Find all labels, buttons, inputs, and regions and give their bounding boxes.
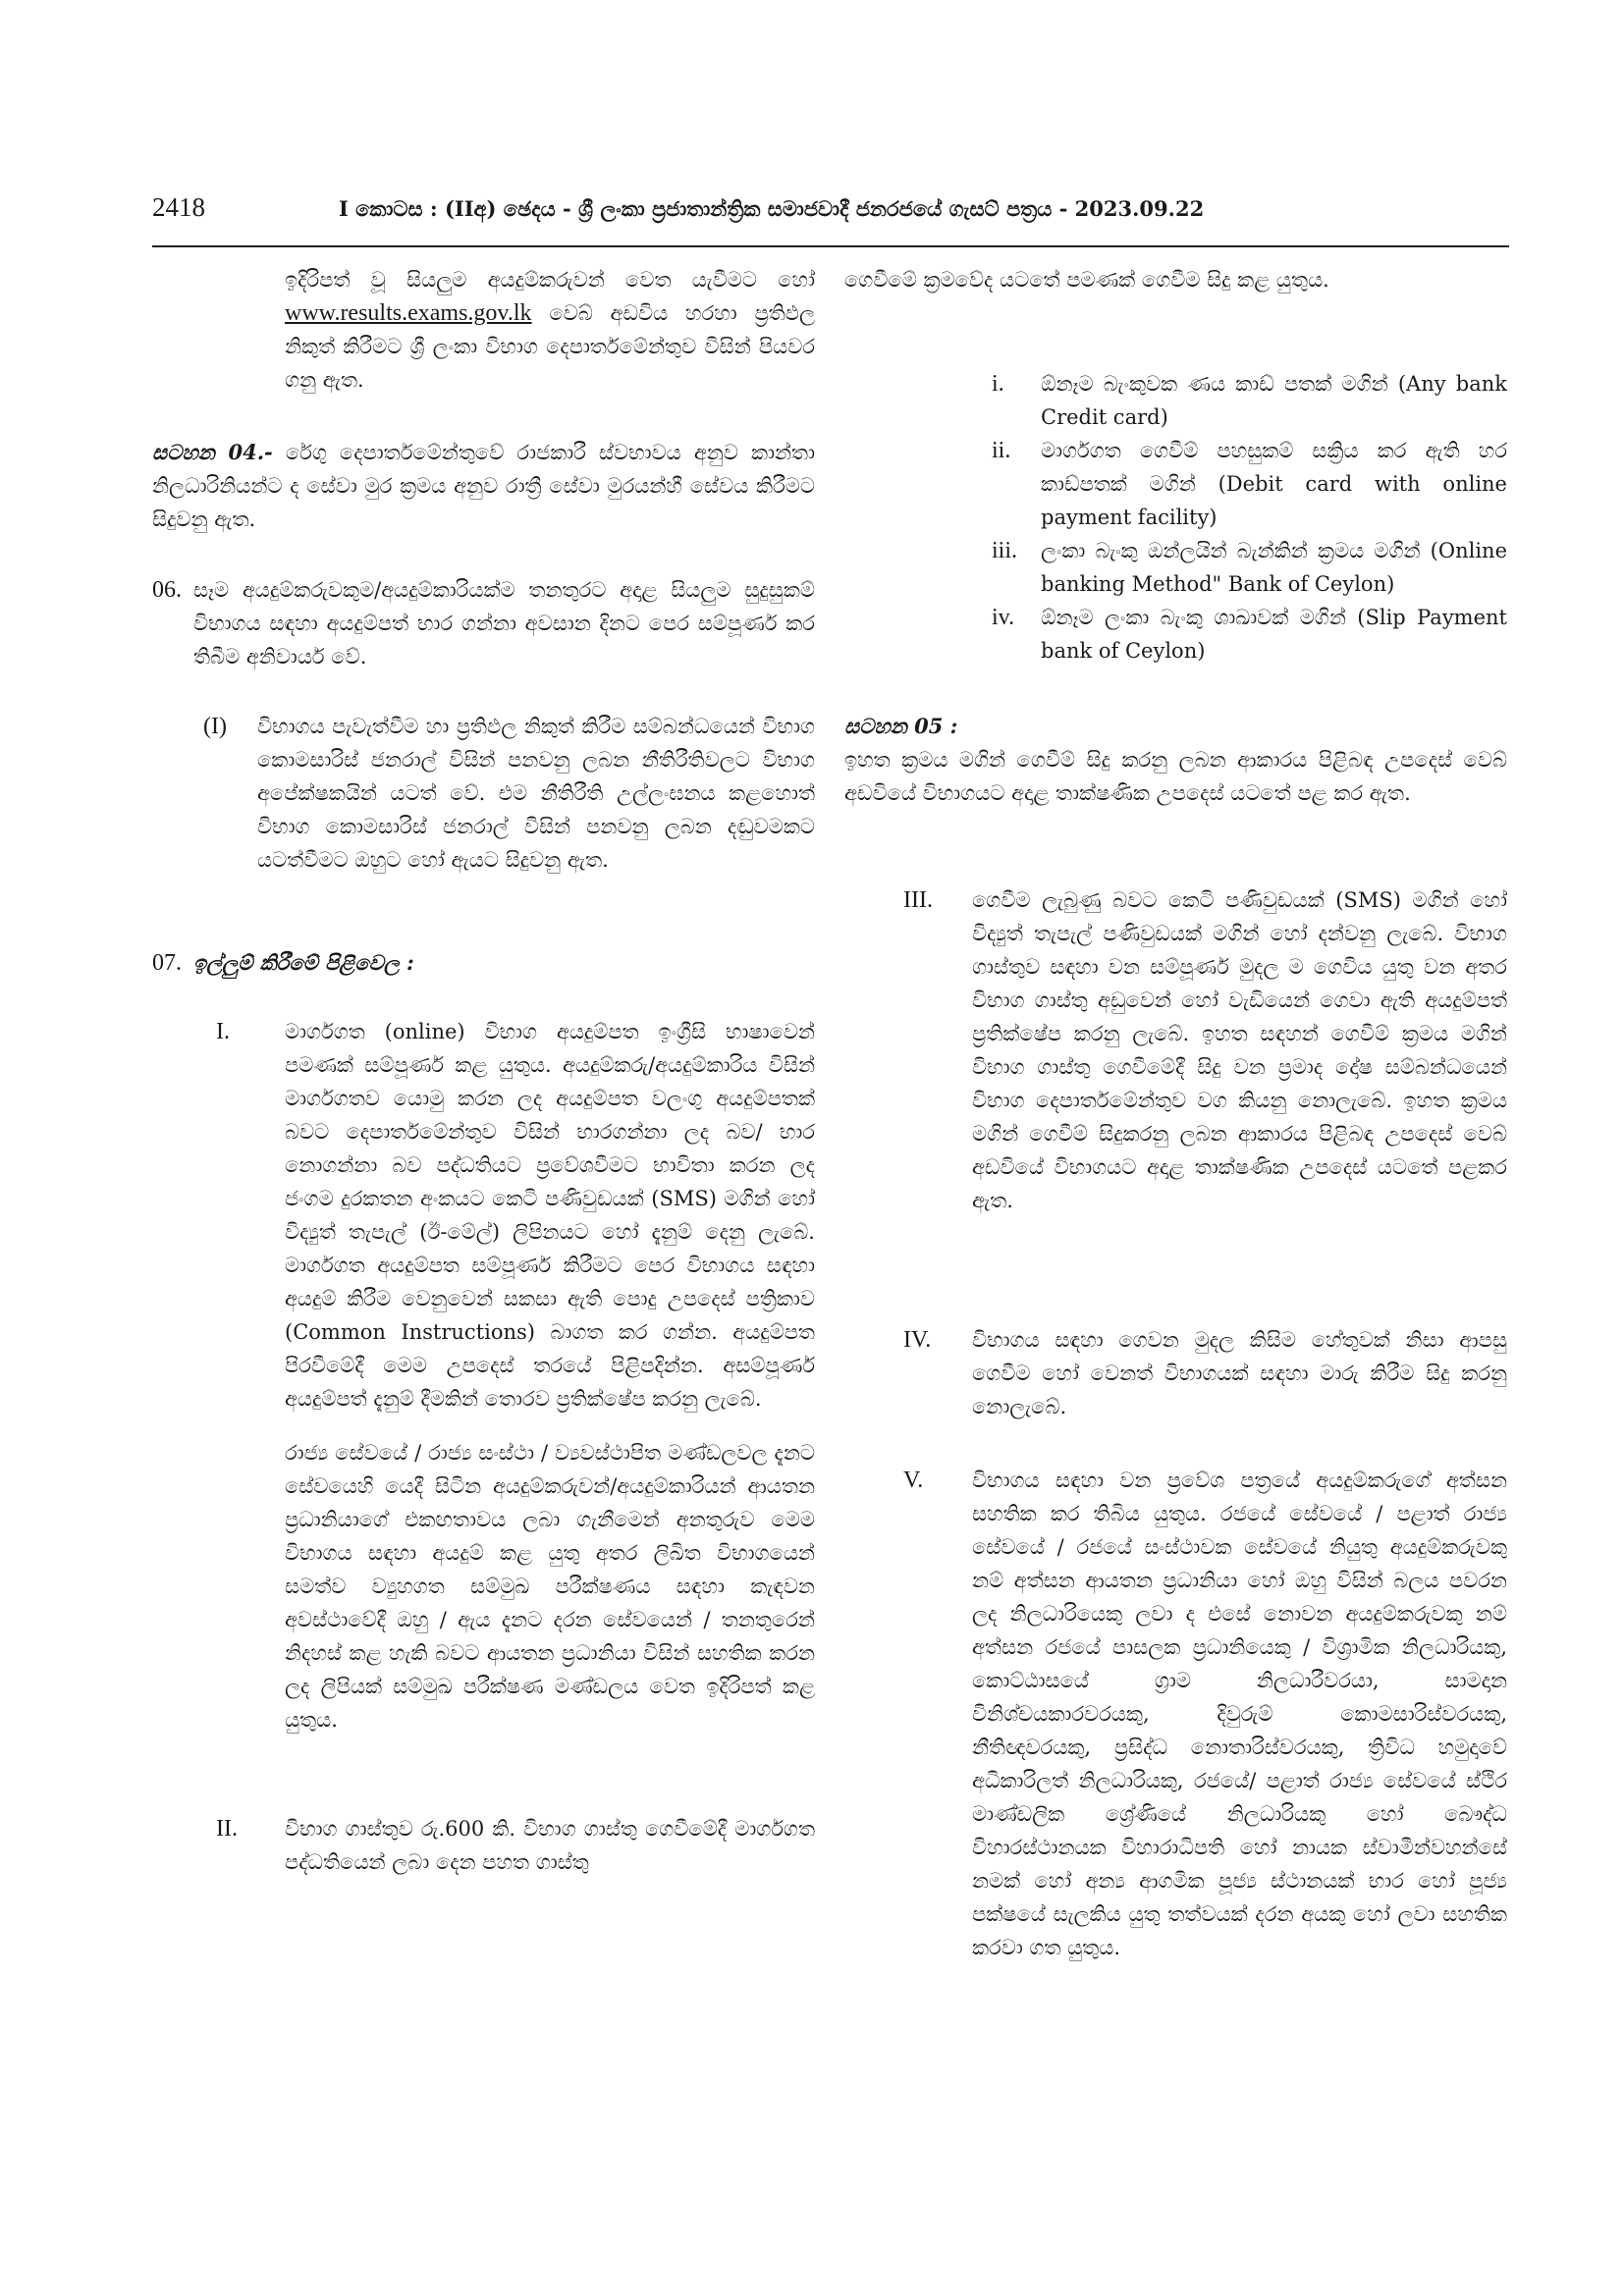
note-05-text: ඉහත ක්‍රමය මගින් ගෙවීම් සිදු කරනු ලබන ආකාරය පිළිබඳ උපදෙස් වෙබ් අඩවියේ විභාගයට අදාළ තාක්ෂණික උපදෙස් යටතේ පළ කර ඇත. (844, 748, 1507, 805)
pay-item-online-banking: ලංකා බැංකු ඔන්ලයින් බැන්කින් ක්‍රමය මගින් (Online banking Method" Bank of Ceylon) (1041, 539, 1507, 596)
results-link[interactable]: www.results.exams.gov.lk (285, 300, 532, 326)
section-07-II-number: II. (216, 1816, 238, 1842)
note-04 (152, 436, 815, 536)
section-07-II-text: විභාග ගාස්තුව රු.600 කි. විභාග ගාස්තු ගෙවීමේදී මාර්ගගත පද්ධතියෙන් ලබා දෙන පහත ගාස්තු (285, 1817, 815, 1874)
pay-item-number: ii. (992, 438, 1011, 463)
note-05-label: සටහන 05 : (844, 714, 958, 738)
page-header (152, 192, 1509, 243)
section-07-title: ඉල්ලුම් කිරීමේ පිළිවෙල : (193, 950, 414, 975)
intro-paragraph: ඉදිරිපත් වූ සියලුම අයදුම්කරුවන් වෙත යැවීමට හෝ www.results.exams.gov.lk වෙබ් අඩවිය හරහා ප්‍රතිඵල නිකුත් කිරීමට ශ්‍රී ලංකා විභාග දෙපාර්තමේන්තුව විසින් පියවර ගනු ඇත. (285, 268, 815, 392)
section-07-I-text-2: රාජ්‍ය සේවයේ / රාජ්‍ය සංස්ථා / ව්‍යවස්ථාපිත මණ්ඩලවල දැනට සේවයෙහි යෙදී සිටින අයදුම්කරුවන්/අයදුම්කාරියන් ආයතන ප්‍රධානියාගේ එකඟතාවය ලබා ගැනීමෙන් අනතුරුව මෙම විභාගය සඳහා අයදුම් කළ යුතු අතර ලිඛිත විභාගයෙන් සමත්ව ව්‍යුහගත සම්මුඛ පරීක්ෂණය සඳහා කැඳවන අවස්ථාවේදී ඔහු / ඇය දැනට දරන සේවයෙන් / තනතුරෙන් නිදහස් කළ හැකි බවට ආයතන ප්‍රධානියා විසින් සහතික කරන ලද ලිපියක් සම්මුඛ පරීක්ෂණ මණ්ඩලය වෙත ඉදිරිපත් කළ යුතුය. (285, 1441, 815, 1732)
section-07-I-number: I. (216, 1019, 230, 1044)
section-07-number: 07. (152, 950, 182, 976)
section-06-text: සෑම අයදුම්කරුවකුම/අයදුම්කාරියක්ම තනතුරට අදාළ සියලුම සුදුසුකම් විභාගය සඳහා අයදුම්පත් භාර ගන්නා අවසාන දිනට පෙර සම්පූර්ණ කර තිබීම අනිවාර්ය වේ. (193, 578, 815, 668)
section-V-number: V. (903, 1468, 924, 1493)
section-06-I-text: විභාගය පැවැත්වීම හා ප්‍රතිඵල නිකුත් කිරීම සම්බන්ධයෙන් විභාග කොමසාරිස් ජනරාල් විසින් පනවනු ලබන නීතිරීතිවලට විභාග අපේක්ෂකයින් යටත් වේ. එම නීතිරීති උල්ලංඝනය කළහොත් විභාග කොමසාරිස් ජනරාල් විසින් පනවනු ලබන දඬුවමකට යටත්වීමට ඔහුට හෝ ඇයට සිදුවනු ඇත. (257, 715, 815, 872)
payment-continuation: ගෙවීමේ ක්‍රමවේද යටතේ පමණක් ගෙවීම සිදු කළ යුතුය. (844, 268, 1329, 292)
note-04-label: සටහන 04.- (152, 440, 273, 464)
section-IV-text: විභාගය සඳහා ගෙවන මුදල කිසිම හේතුවක් නිසා ආපසු ගෙවීම හෝ වෙනත් විභාගයක් සඳහා මාරු කිරීම සිදු කරනු නොලැබේ. (972, 1328, 1507, 1418)
pay-item-debit-card: මාර්ගගත ගෙවීම් පහසුකම් සක්‍රිය කර ඇති හර කාඩ්පතක් මගින් (Debit card with online payment facility) (1041, 439, 1507, 529)
pay-item-number: iv. (992, 605, 1015, 630)
section-V-text: විභාගය සඳහා වන ප්‍රවේශ පත්‍රයේ අයදුම්කරුගේ අත්සන සහතික කර තිබිය යුතුය. රජයේ සේවයේ / පළාත් රාජ්‍ය සේවයේ / රජයේ සංස්ථාවක සේවයේ නියුතු අයදුම්කරුවකු නම් අත්සන ආයතන ප්‍රධානියා හෝ ඔහු විසින් බලය පවරන ලද නිලධාරියෙකු ලවා ද එසේ නොවන අයදුම්කරුවකු නම් අත්සන රජයේ පාසලක ප්‍රධානියෙකු / විශ්‍රාමික නිලධාරියකු, කොට්ඨාසයේ ග්‍රාම නිලධාරීවරයා, සාමදාන විනිශ්චයකාරවරයකු, දිවුරුම් කොමසාරිස්වරයකු, නීතිඥවරයකු, ප්‍රසිද්ධ නොතාරිස්වරයකු, ත්‍රිවිධ හමුදාවේ අධිකාරිලත් නිලධාරියකු, රජයේ/ පළාත් රාජ්‍ය සේවයේ ස්ථිර මාණ්ඩලික ශ්‍රේණියේ නිලධාරියකු හෝ බෞද්ධ විහාරස්ථානයක විහාරාධිපති හෝ නායක ස්වාමීන්වහන්සේ නමක් හෝ අන්‍ය ආගමික පූජ්‍ය ස්ථානයක් භාර හෝ පූජ්‍ය පක්ෂයේ සැලකිය යුතු තත්වයක් දරන අයකු හෝ ලවා සහතික කරවා ගත යුතුය. (972, 1468, 1507, 1959)
pay-item-number: iii. (992, 538, 1018, 563)
section-06-number: 06. (152, 577, 182, 603)
section-III-number: III. (903, 887, 933, 913)
page-number: 2418 (152, 192, 205, 222)
section-IV-number: IV. (903, 1327, 932, 1353)
gazette-title: I කොටස : (IIඅ) ඡෙදය - ශ්‍රී ලංකා ප්‍රජාතාන්ත්‍රික සමාජවාදී ජනරජයේ ගැසට් පත්‍රය - 2023.09.22 (339, 196, 1205, 221)
section-06-I-number: (I) (203, 714, 227, 739)
note-04-text: රේගු දෙපාර්තමේන්තුවේ රාජකාරී ස්වභාවය අනුව කාන්තා නිලධාරිනියන්ට ද සේවා මුර ක්‍රමය අනුව රාත්‍රී සේවා මුරයන්හී සේවය කිරීමට සිදුවනු ඇත. (152, 441, 815, 531)
pay-item-slip-payment: ඕනෑම ලංකා බැංකු ශාඛාවක් මගින් (Slip Payment bank of Ceylon) (1041, 606, 1507, 663)
section-III-text: ගෙවීම ලැබුණු බවට කෙටි පණිවුඩයක් (SMS) මගින් හෝ විද්‍යුත් තැපැල් පණිවුඩයක් මගින් හෝ දන්වනු ලැබේ. විභාග ගාස්තුව සඳහා වන සම්පූර්ණ මුදල ම ගෙවිය යුතු වන අතර විභාග ගාස්තු අඩුවෙන් හෝ වැඩියෙන් ගෙවා ඇති අයදුම්පත් ප්‍රතික්ෂේප කරනු ලැබේ. ඉහත සඳහන් ගෙවීම් ක්‍රමය මගින් විභාග ගාස්තු ගෙවීමේදී සිදු වන ප්‍රමාද දෝෂ සම්බන්ධයෙන් විභාග දෙපාර්තමේන්තුව වග කියනු නොලැබේ. ඉහත ක්‍රමය මගින් ගෙවීම් සිදුකරනු ලබන ආකාරය පිළිබඳ උපදෙස් වෙබ් අඩවියේ විභාගයට අදාළ තාක්ෂණික උපදෙස් යටතේ පළකර ඇත. (972, 888, 1507, 1212)
pay-item-number: i. (992, 371, 1004, 397)
pay-item-credit-card: ඕනෑම බැංකුවක ණය කාඩ් පතක් මගින් (Any bank Credit card) (1041, 372, 1507, 429)
header-rule (152, 245, 1509, 247)
section-07-I-text: මාර්ගගත (online) විභාග අයදුම්පත ඉංග්‍රීසි භාෂාවෙන් පමණක් සම්පූර්ණ කළ යුතුය. අයදුම්කරු/අයදුම්කාරිය විසින් මාර්ගගතව යොමු කරන ලද අයදුම්පත වලංගු අයදුම්පතක් බවට දෙපාර්තමේන්තුව විසින් භාරගන්නා ලද බව/ භාර නොගන්නා බව පද්ධතියට ප්‍රවේශවීමට භාවිතා කරන ලද ජංගම දුරකතන අංකයට කෙටි පණිවුඩයක් (SMS) මගින් හෝ විද්‍යුත් තැපැල් (ඊ-මේල්) ලිපිනයට හෝ දැනුම් දෙනු ලැබේ. මාර්ගගත අයදුම්පත සම්පූර්ණ කිරීමට පෙර විභාගය සඳහා අයදුම් කිරීම වෙනුවෙන් සකසා ඇති පොදු උපදෙස් පත්‍රිකාව (Common Instructions) බාගත කර ගන්න. අයදුම්පත පිරවීමේදී මෙම උපදෙස් තරයේ පිළිපදින්න. අසම්පූර්ණ අයදුම්පත් දැනුම් දීමකින් තොරව ප්‍රතික්ෂේප කරනු ලැබේ. (285, 1020, 815, 1411)
